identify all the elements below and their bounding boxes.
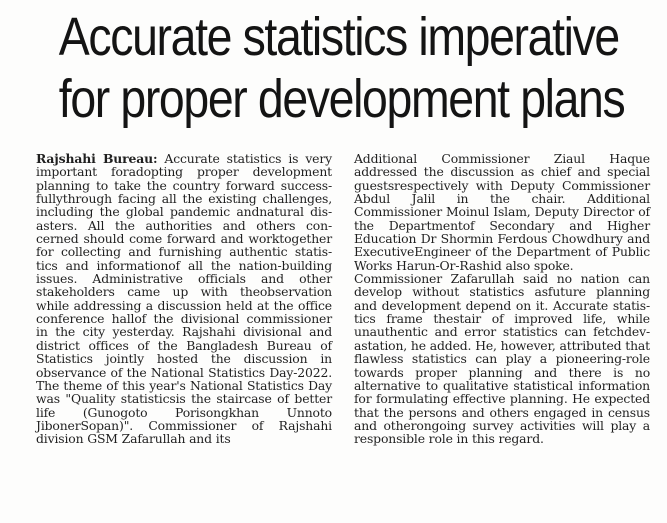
article-paragraph (36, 152, 332, 446)
article-column-right (354, 152, 650, 446)
headline-line-1: Accurate statistics imperative (58, 7, 619, 67)
left-column-text: Accurate statistics is very important foradopting proper development planning to take the country forward success-fullythrough facing all the existing challenges, including the global pandemic andnatural dis-asters. All the authorities and others con-cerned should come forward and worktogether for collecting and furnishing authentic statis-tics and informationof all the nation-building issues. Administrative officials and other stakeholders came up with theobservation while addressing a discussion held at the office conference hallof the divisional commissioner in the city yesterday. Rajshahi divisional and district offices of the Bangladesh Bureau of Statistics jointly hosted the discussion in observance of the National Statistics Day-2022. The theme of this year's National Statistics Day was "Quality statisticsis the staircase of better life (Gunogoto Porisongkhan Unnoto JibonerSopan)". Commissioner of Rajshahi division GSM Zafarullah and its (36, 151, 332, 447)
dateline: Rajshahi Bureau: (36, 151, 158, 166)
article-paragraph: Commissioner Zafarullah said no nation can develop without statistics asfuture planning and development depend on it. Accurate statis-tics frame thestair of improved life, while unauthentic and error statistics can fetchdev-astation, he added. He, however, attributed that flawless statistics can play a pioneering-role towards proper planning and there is no alternative to qualitative statistical information for formulating effective planning. He expected that the persons and others engaged in census and otherongoing survey activities will play a responsible role in this regard. (354, 271, 650, 447)
article-body (36, 152, 650, 518)
headline (14, 6, 654, 130)
article-column-left (36, 152, 332, 446)
headline-line-2: for proper development plans (58, 69, 625, 129)
article-paragraph: Additional Commissioner Ziaul Haque addressed the discussion as chief and special guestsrespectively with Deputy Commissioner Abdul Jalil in the chair. Additional Commissioner Moinul Islam, Deputy Director of the Departmentof Secondary and Higher Education Dr Shormin Ferdous Chowdhury and ExecutiveEngineer of the Department of Public Works Harun-Or-Rashid also spoke. (354, 151, 650, 273)
